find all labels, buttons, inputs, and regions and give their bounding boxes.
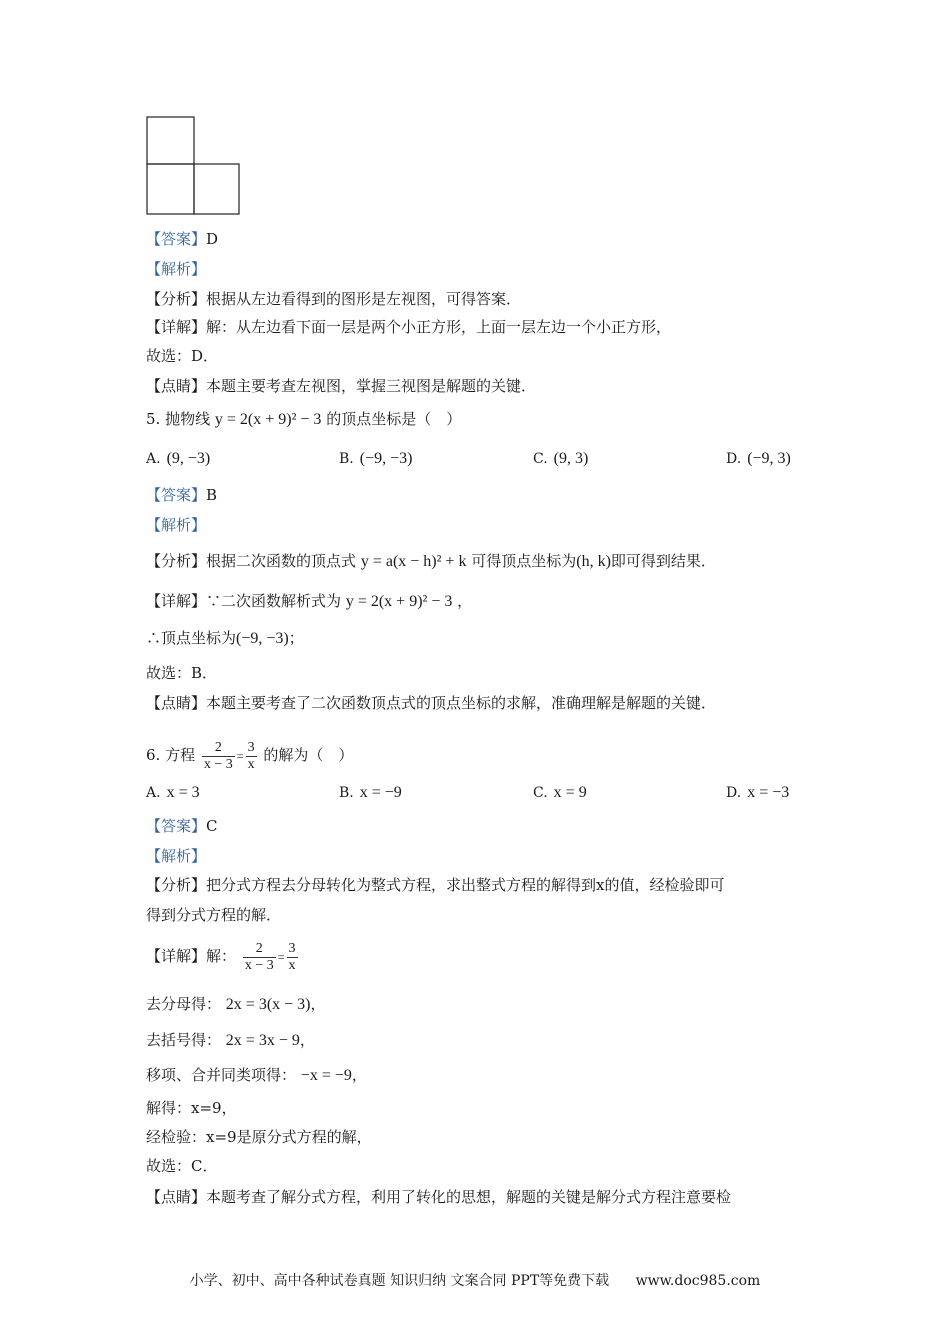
step-math: 2x = 3x − 9: [225, 1032, 300, 1049]
step-math: −x = −9: [300, 1067, 352, 1084]
xiangjie-end: ，: [457, 592, 473, 610]
q6-xiangjie-line: [146, 936, 300, 977]
q6-fraction-left: [202, 740, 235, 773]
q5-stem-prefix: 5. 抛物线: [146, 410, 211, 428]
dianjing-tag: 【点睛】: [146, 694, 207, 712]
answer-tag: 【答案】: [146, 486, 207, 504]
step-label: 移项、合并同类项得：: [146, 1066, 297, 1084]
q5-stem-suffix: 的顶点坐标是（ ）: [326, 410, 462, 428]
option-value: x = −9: [359, 784, 402, 801]
q5-option-d[interactable]: [726, 450, 791, 468]
fenxi-tag: 【分析】: [146, 290, 207, 308]
q6-step4: 解得：x=9，: [146, 1099, 237, 1117]
xiangjie-tag: 【详解】: [146, 947, 207, 965]
step-label: 去分母得：: [146, 995, 222, 1013]
option-label: A.: [146, 785, 161, 801]
q4-answer-line: [146, 228, 218, 250]
q6-choose-line: 故选：C．: [146, 1157, 218, 1175]
q5-fenxi-line: [146, 550, 716, 573]
step-end: ，: [310, 995, 326, 1013]
q5-analysis-line: [146, 514, 206, 536]
q5-stem-math: y = 2(x + 9)² − 3: [214, 411, 322, 428]
q6-fraction-right: [246, 740, 257, 773]
figure-top-square: [147, 117, 194, 164]
equals-sign: =: [236, 749, 244, 763]
dianjing-tag: 【点睛】: [146, 1188, 207, 1206]
q5-option-a[interactable]: [146, 450, 210, 468]
analysis-tag: 【解析】: [146, 516, 207, 534]
option-value: x = −3: [747, 784, 790, 801]
q4-analysis-line: [146, 258, 206, 280]
step-end: ，: [299, 1031, 315, 1049]
q6-option-a[interactable]: [146, 784, 200, 802]
fraction-denominator: x: [288, 957, 296, 973]
xiangjie-text: 解：: [206, 947, 237, 965]
answer-tag: 【答案】: [146, 230, 207, 248]
q5-option-c[interactable]: [533, 450, 588, 468]
answer-tag: 【答案】: [146, 817, 207, 835]
q6-fenxi-line-2: 得到分式方程的解．: [146, 906, 282, 924]
xiangjie-tag: 【详解】: [146, 592, 207, 610]
q6-options: [146, 784, 806, 808]
fraction-numerator: 2: [243, 941, 276, 958]
answer-value: D: [206, 230, 219, 248]
q5-dianjing-line: [146, 692, 716, 714]
xiangjie-text: ∵二次函数解析式为: [206, 592, 342, 610]
figure-bottom-right-square: [194, 164, 239, 214]
fenxi-tag: 【分析】: [146, 876, 207, 894]
vertex-hk-math: (h, k): [576, 553, 611, 570]
footer-site-link[interactable]: www.doc985.com: [635, 1273, 761, 1289]
q6-stem: [146, 735, 353, 776]
fenxi-text-a: 根据二次函数的顶点式: [206, 552, 357, 570]
q4-choose-line: 故选：D．: [146, 347, 219, 365]
q5-xiangjie-line: [146, 590, 472, 613]
dianjing-text: 本题主要考查左视图，掌握三视图是解题的关键．: [206, 377, 537, 395]
xiangjie-fraction-left: [243, 941, 276, 974]
q6-fenxi-line-1: [146, 874, 724, 896]
option-value: x = 9: [553, 784, 587, 801]
step-end: ，: [351, 1066, 367, 1084]
fraction-numerator: 3: [247, 739, 255, 755]
dianjing-text: 本题主要考查了二次函数顶点式的顶点坐标的求解，准确理解是解题的关键．: [206, 694, 717, 712]
q6-step5: 经检验：x=9是原分式方程的解，: [146, 1128, 372, 1146]
option-label: B.: [339, 785, 354, 801]
q6-dianjing-line: [146, 1186, 731, 1208]
xiangjie-fraction-right: [287, 941, 298, 974]
q6-option-b[interactable]: [339, 784, 402, 802]
option-label: C.: [533, 451, 548, 467]
q5-stem: [146, 408, 461, 431]
xiangjie-text: 解：从左边看下面一层是两个小正方形，上面一层左边一个小正方形，: [206, 318, 672, 336]
option-value: (−9, −3): [359, 450, 413, 467]
left-view-figure: [146, 116, 242, 216]
option-label: D.: [726, 785, 742, 801]
q6-step1: [146, 993, 326, 1016]
figure-bottom-left-square: [147, 164, 194, 214]
q4-xiangjie-line: [146, 316, 671, 338]
option-value: (9, 3): [553, 450, 589, 467]
page-footer: [0, 1270, 950, 1290]
q5-options: [146, 450, 806, 474]
q5-option-b[interactable]: [339, 450, 412, 468]
answer-value: B: [206, 486, 218, 504]
fenxi-text-b: 可得顶点坐标为: [471, 552, 577, 570]
fraction-denominator: x − 3: [244, 957, 274, 973]
option-label: A.: [146, 451, 161, 467]
q5-answer-line: [146, 484, 217, 506]
fraction-denominator: x − 3: [203, 756, 233, 772]
footer-text: 小学、初中、高中各种试卷真题 知识归纳 文案合同 PPT等免费下载: [189, 1273, 610, 1289]
q6-step3: [146, 1064, 367, 1087]
fenxi-text: 把分式方程去分母转化为整式方程，求出整式方程的解得到x的值，经检验即可: [206, 876, 725, 894]
q6-step2: [146, 1029, 315, 1052]
option-value: (9, −3): [166, 450, 211, 467]
q4-dianjing-line: [146, 375, 536, 397]
q6-option-d[interactable]: [726, 784, 789, 802]
vertex-form-math: y = a(x − h)² + k: [360, 553, 467, 570]
option-value: (−9, 3): [747, 450, 791, 467]
fraction-denominator: x: [247, 756, 255, 772]
q5-vertex-line: [146, 627, 304, 650]
fenxi-text-c: 即可得到结果．: [610, 552, 716, 570]
q6-stem-prefix: 6. 方程: [146, 746, 196, 764]
q6-stem-suffix: 的解为（ ）: [263, 746, 354, 764]
q6-option-c[interactable]: [533, 784, 587, 802]
xiangjie-math: y = 2(x + 9)² − 3: [345, 593, 453, 610]
dianjing-tag: 【点睛】: [146, 377, 207, 395]
xiangjie-tag: 【详解】: [146, 318, 207, 336]
q4-fenxi-line: [146, 288, 521, 310]
step-label: 去括号得：: [146, 1031, 222, 1049]
option-label: B.: [339, 451, 354, 467]
vertex-end: ；: [288, 629, 304, 647]
fenxi-text: 根据从左边看得到的图形是左视图，可得答案．: [206, 290, 522, 308]
option-value: x = 3: [166, 784, 200, 801]
q6-analysis-line: [146, 845, 206, 867]
fenxi-tag: 【分析】: [146, 552, 207, 570]
analysis-tag: 【解析】: [146, 847, 207, 865]
q5-choose-line: 故选：B．: [146, 664, 218, 682]
vertex-text: ∴顶点坐标为: [146, 629, 237, 647]
option-label: C.: [533, 785, 548, 801]
vertex-math: (−9, −3): [236, 630, 289, 647]
answer-value: C: [206, 817, 218, 835]
step-math: 2x = 3(x − 3): [225, 996, 311, 1013]
q6-answer-line: [146, 815, 218, 837]
equals-sign: =: [277, 950, 285, 964]
fraction-numerator: 3: [288, 940, 296, 956]
option-label: D.: [726, 451, 742, 467]
dianjing-text: 本题考查了解分式方程，利用了转化的思想，解题的关键是解分式方程注意要检: [206, 1188, 732, 1206]
analysis-tag: 【解析】: [146, 260, 207, 278]
fraction-numerator: 2: [202, 740, 235, 757]
